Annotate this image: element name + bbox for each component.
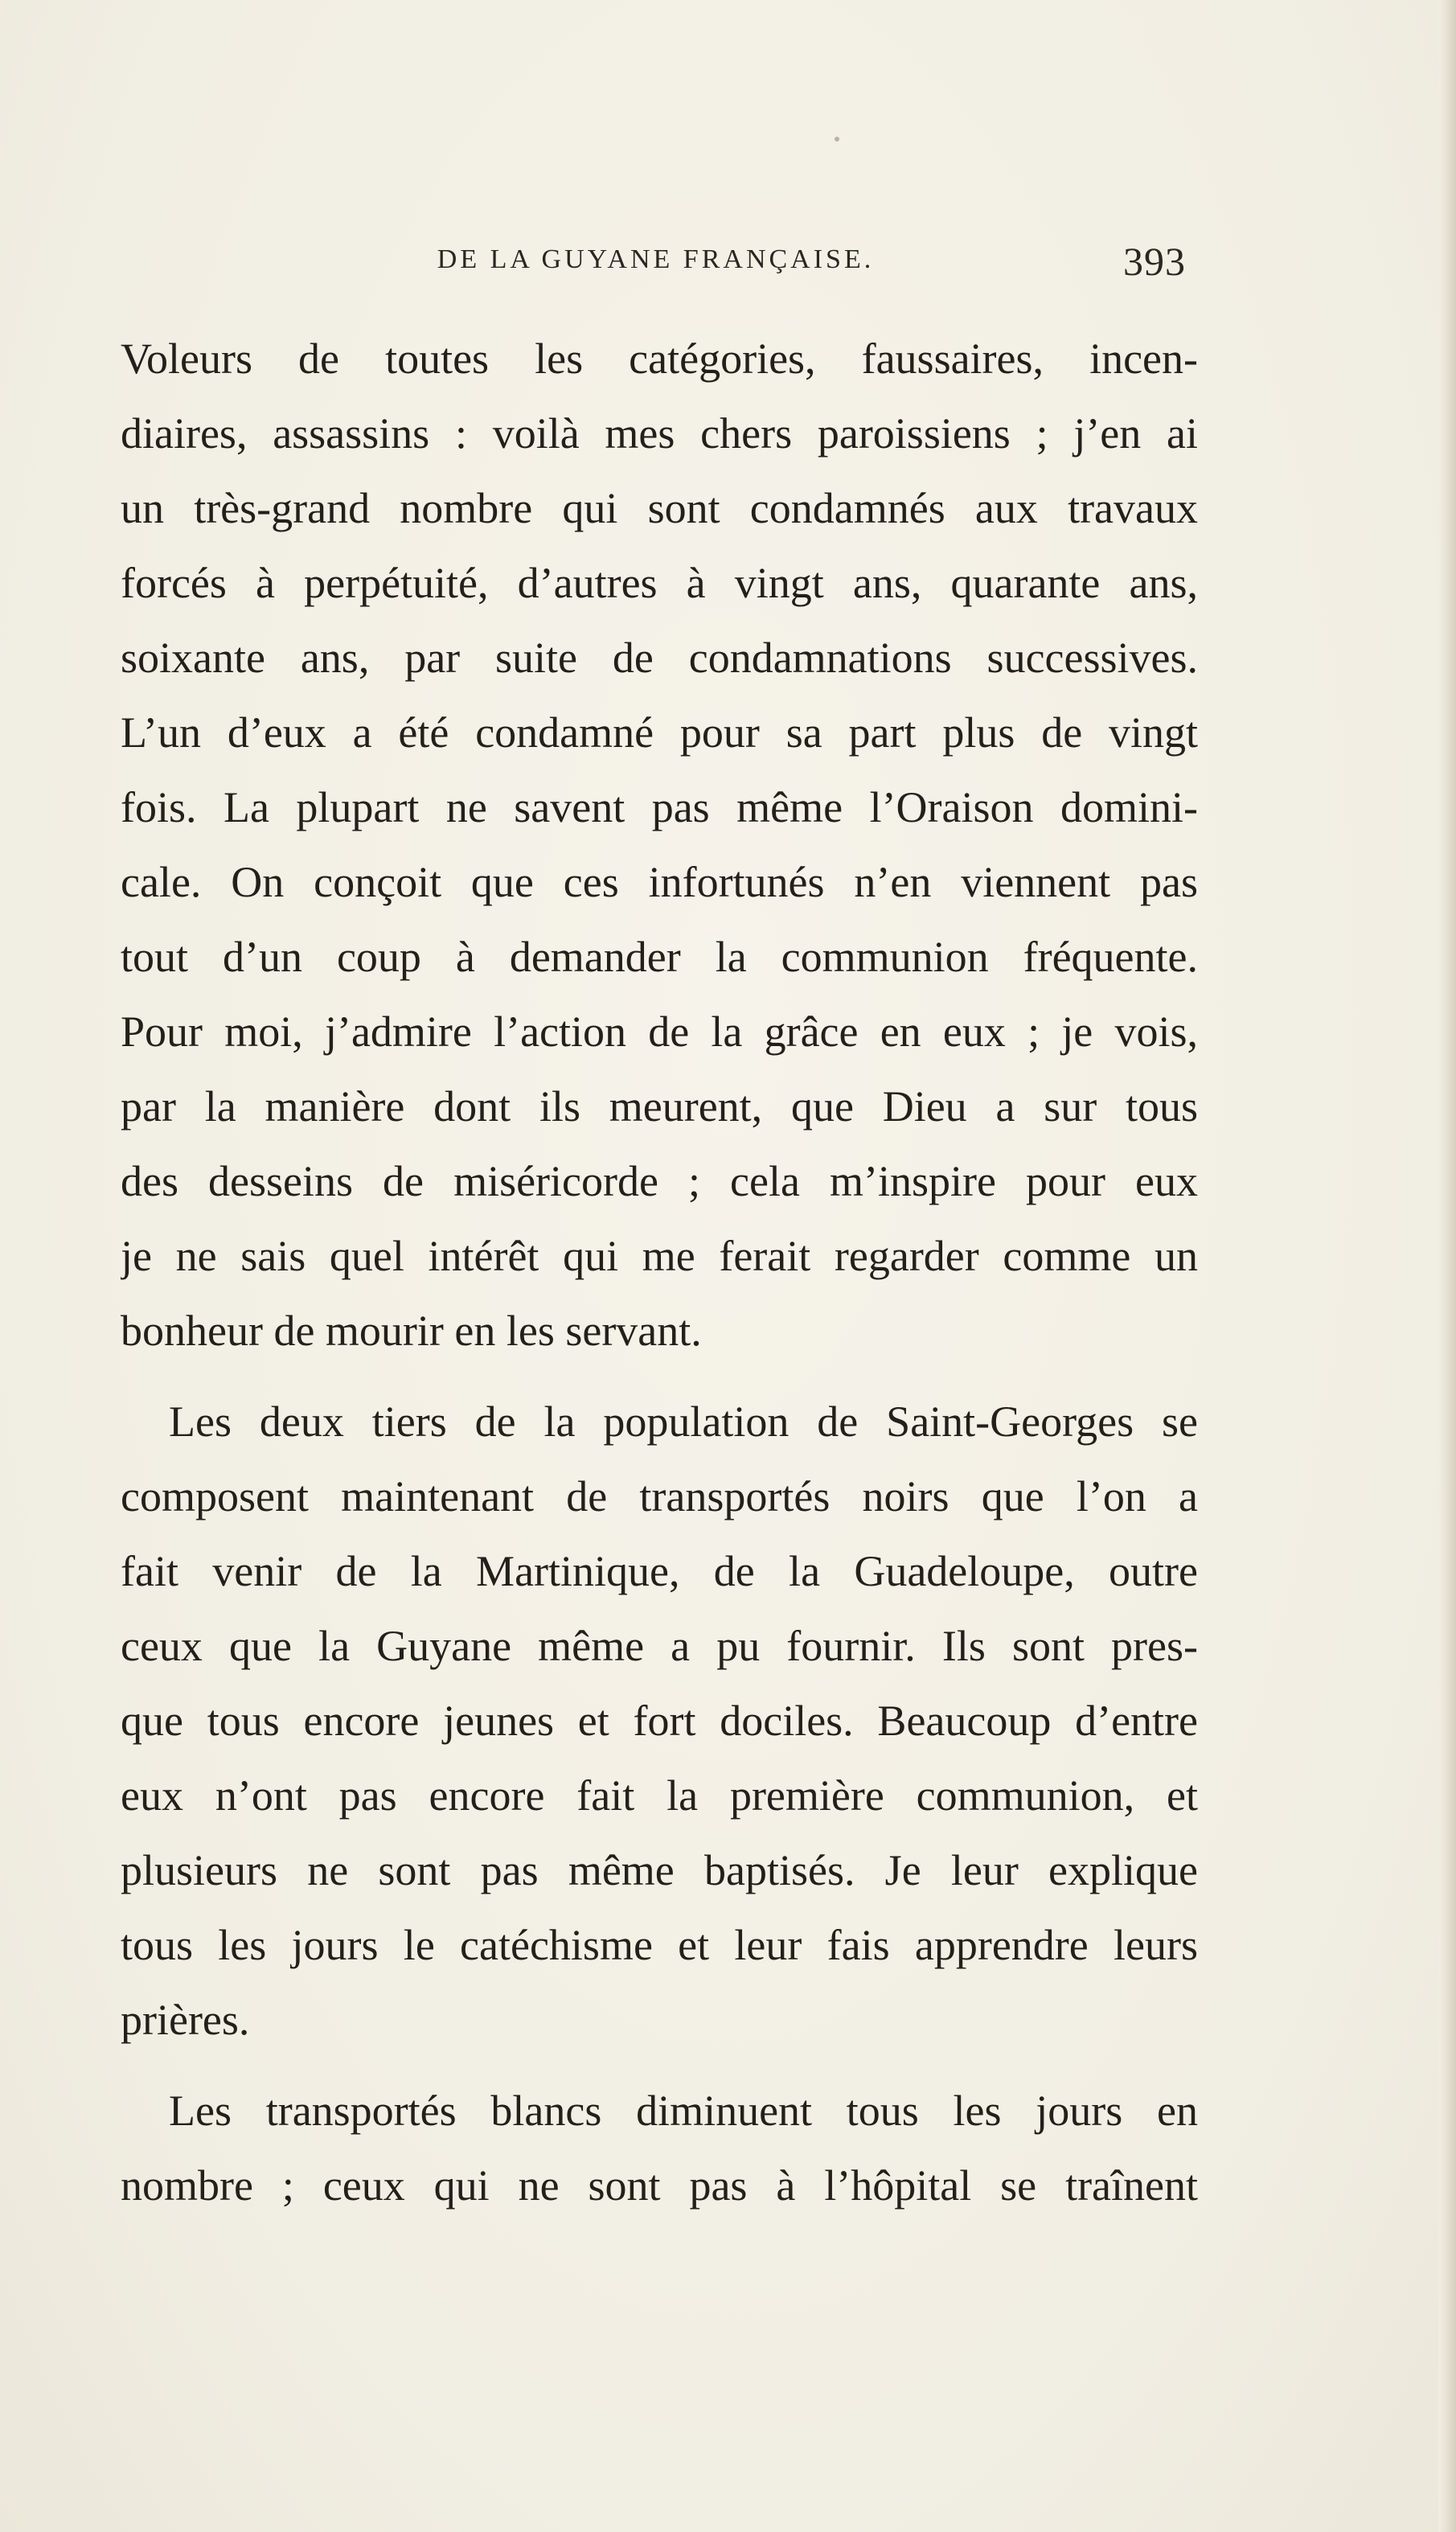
text-line: que tous encore jeunes et fort dociles. Beaucoup d’entre <box>121 1697 1198 1745</box>
text-line: Les transportés blancs diminuent tous les jours en <box>169 2087 1198 2135</box>
text-line: fois. La plupart ne savent pas même l’Oraison domini- <box>121 783 1198 831</box>
text-line: tous les jours le catéchisme et leur fais apprendre leurs <box>121 1921 1198 1969</box>
text-line: plusieurs ne sont pas même baptisés. Je leur explique <box>121 1846 1198 1894</box>
running-title: DE LA GUYANE FRANÇAISE. <box>437 244 875 274</box>
text-line: forcés à perpétuité, d’autres à vingt ans, quarante ans, <box>121 559 1198 607</box>
text-line: L’un d’eux a été condamné pour sa part plus de vingt <box>121 708 1198 757</box>
paragraph-gap <box>121 2058 1198 2074</box>
page-edge-shadow <box>1438 0 1456 2532</box>
text-line: des desseins de miséricorde ; cela m’inspire pour eux <box>121 1157 1198 1205</box>
text-line: Pour moi, j’admire l’action de la grâce en eux ; je vois, <box>121 1007 1198 1056</box>
body-text <box>121 322 1198 2223</box>
text-line: par la manière dont ils meurent, que Dieu a sur tous <box>121 1082 1198 1131</box>
text-line: prières. <box>121 1996 250 2044</box>
text-line: cale. On conçoit que ces infortunés n’en viennent pas <box>121 858 1198 906</box>
text-line: Les deux tiers de la population de Saint-Georges se <box>169 1397 1198 1446</box>
text-line: nombre ; ceux qui ne sont pas à l’hôpital se traînent <box>121 2161 1198 2210</box>
text-line: soixante ans, par suite de condamnations successives. <box>121 634 1198 682</box>
text-line: composent maintenant de transportés noirs que l’on a <box>121 1472 1198 1520</box>
paper-speck <box>835 137 839 142</box>
text-line: diaires, assassins : voilà mes chers paroissiens ; j’en ai <box>121 409 1198 458</box>
text-line: un très-grand nombre qui sont condamnés aux travaux <box>121 484 1198 532</box>
text-line: je ne sais quel intérêt qui me ferait regarder comme un <box>121 1232 1198 1280</box>
text-line: tout d’un coup à demander la communion fréquente. <box>121 933 1198 981</box>
text-line: bonheur de mourir en les servant. <box>121 1307 702 1355</box>
text-line: Voleurs de toutes les catégories, faussaires, incen- <box>121 334 1198 383</box>
text-line: fait venir de la Martinique, de la Guadeloupe, outre <box>121 1547 1198 1595</box>
text-line: eux n’ont pas encore fait la première communion, et <box>121 1771 1198 1820</box>
text-line: ceux que la Guyane même a pu fournir. Ils sont pres- <box>121 1622 1198 1670</box>
page-number: 393 <box>1123 239 1186 284</box>
running-head <box>119 238 1192 286</box>
paragraph-gap <box>121 1369 1198 1385</box>
